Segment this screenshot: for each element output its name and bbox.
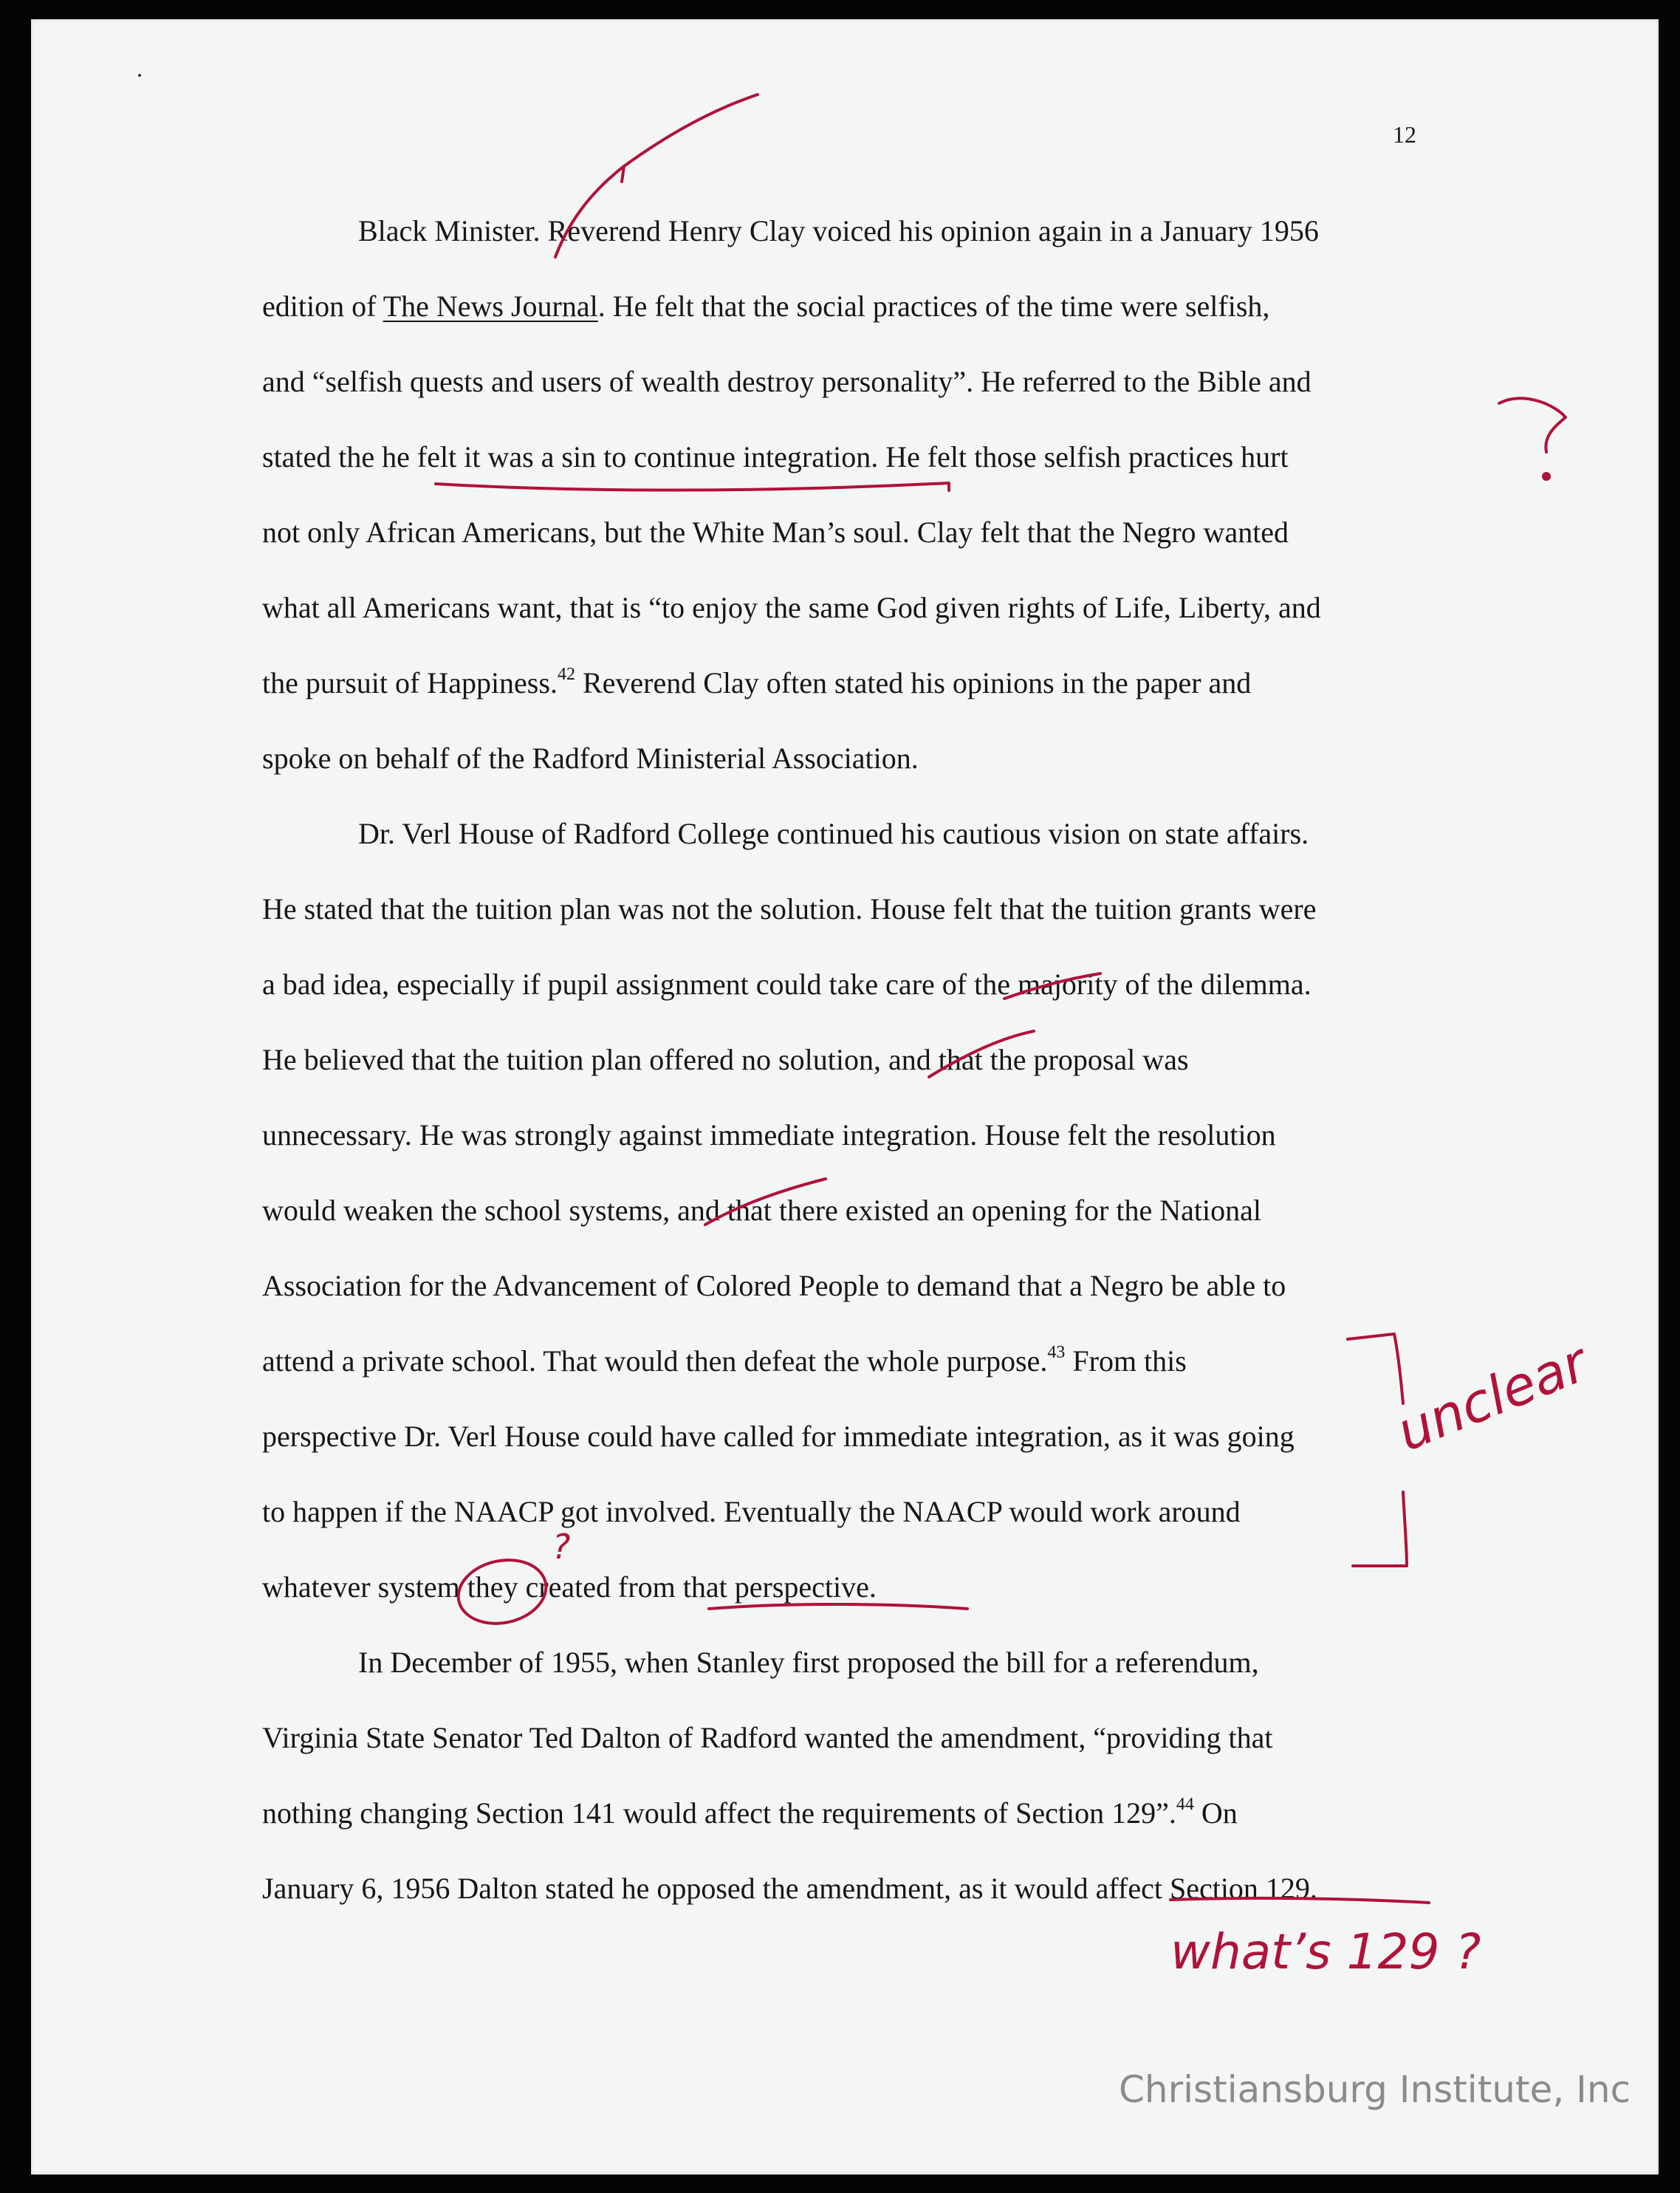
text-line [262,1720,1273,1756]
text-line [262,1569,877,1606]
text-segment: Dr. Verl House of Radford College continued his cautious vision on state affairs. [358,817,1309,850]
text-line [262,1870,1317,1907]
text-segment: Reverend Clay often stated his opinions in the paper and [575,666,1252,699]
text-line [262,1494,1241,1530]
whats-129-note: what’s 129 ? [1170,1923,1481,1980]
text-segment: whatever system they created from that perspective. [262,1570,877,1604]
text-segment: edition of [262,290,383,323]
text-line [262,514,1289,551]
text-segment: January 6, 1956 Dalton stated he opposed the amendment, as it would affect Section 129. [262,1872,1317,1905]
text-line [262,966,1312,1003]
text-line [262,589,1321,626]
text-line [262,891,1316,928]
footnote-marker: 42 [557,665,575,684]
text-segment: He stated that the tuition plan was not the solution. House felt that the tuition grants were [262,892,1317,926]
text-segment: to happen if the NAACP got involved. Eventually the NAACP would work around [262,1495,1241,1528]
text-segment: and “selfish quests and users of wealth destroy personality”. He referred to the Bible and [262,365,1312,398]
text-segment: would weaken the school systems, and that there existed an opening for the National [262,1194,1261,1227]
unclear-note: unclear [1388,1331,1596,1463]
text-line [262,1041,1189,1078]
text-line [262,1418,1295,1455]
text-line [262,1343,1187,1380]
text-line [358,213,1319,250]
text-line [262,288,1269,325]
text-segment: the pursuit of Happiness. [262,666,558,699]
paper-speck [138,74,141,77]
text-segment: unnecessary. He was strongly against immediate integration. House felt the resolution [262,1118,1276,1152]
page-number: 12 [1393,121,1416,148]
text-line [262,439,1289,476]
text-line [262,1267,1286,1304]
question-mark-small: ? [552,1527,571,1567]
text-segment: a bad idea, especially if pupil assignment could take care of the majority of the dilemma. [262,968,1312,1001]
text-segment: Black Minister. Reverend Henry Clay voiced his opinion again in a January 1956 [358,214,1319,247]
text-line [358,1644,1259,1681]
paper-page [31,19,1659,2175]
text-segment: stated the he felt it was a sin to continue integration. He felt those selfish practices hurt [262,440,1289,473]
text-segment: Association for the Advancement of Colored People to demand that a Negro be able to [262,1269,1286,1302]
text-line [262,1117,1276,1154]
text-segment: Virginia State Senator Ted Dalton of Radford wanted the amendment, “providing that [262,1721,1273,1754]
text-segment: nothing changing Section 141 would affect the requirements of Section 129”. [262,1796,1176,1830]
text-segment: On [1193,1796,1238,1830]
text-segment: From this [1065,1344,1187,1378]
footnote-marker: 43 [1047,1343,1066,1362]
text-segment: . He felt that the social practices of the time were selfish, [597,290,1270,323]
text-segment: He believed that the tuition plan offered no solution, and that the proposal was [262,1043,1189,1076]
text-segment: what all Americans want, that is “to enjoy the same God given rights of Life, Liberty, and [262,591,1321,624]
text-segment: spoke on behalf of the Radford Ministerial Association. [262,742,919,775]
footnote-marker: 44 [1176,1795,1194,1814]
watermark: Christiansburg Institute, Inc [1119,2068,1631,2111]
text-segment: not only African Americans, but the White Man’s soul. Clay felt that the Negro wanted [262,516,1289,549]
text-segment: perspective Dr. Verl House could have called for immediate integration, as it was going [262,1420,1295,1453]
text-line [262,665,1251,702]
text-line [262,740,919,777]
text-line [262,1192,1261,1229]
text-line [262,1795,1238,1832]
text-line [262,363,1312,400]
text-segment: In December of 1955, when Stanley first proposed the bill for a referendum, [358,1646,1259,1679]
underlined-title: The News Journal [383,290,598,323]
text-segment: attend a private school. That would then defeat the whole purpose. [262,1344,1048,1378]
text-line [358,815,1309,852]
